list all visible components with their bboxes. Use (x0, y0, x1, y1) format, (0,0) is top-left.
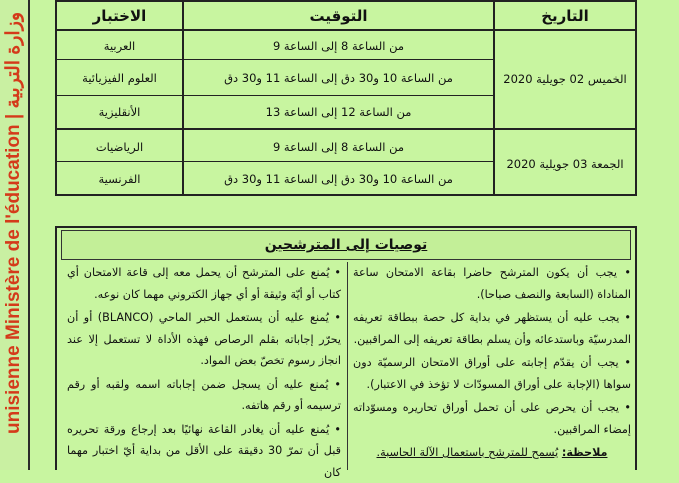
exam-cell: الرياضيات (57, 140, 182, 154)
recommendation-item: • يجب أن يحرص على أن تحمل أوراق تحاريره ومسوّداته إمضاء المراقبين. (353, 397, 631, 440)
exam-cell: العربية (57, 39, 182, 53)
exam-cell: العلوم الفيزيائية (57, 71, 182, 85)
note-text: يُسمح للمترشح باستعمال الآلة الحاسبة. (377, 446, 559, 459)
header-rule (57, 29, 635, 31)
recommendation-item: • يجب عليه أن يستظهر في بداية كل حصة ببطاقة تعريفه المدرسيّة وباستدعائه وأن يسلم بطاقة تعريفه إلى المراقبين. (353, 307, 631, 350)
recommendations-title: توصيات إلى المترشحين (62, 231, 630, 259)
row-rule (57, 59, 493, 60)
recommendation-item: • يُمنع عليه أن يسجل ضمن إجاباته اسمه ولقبه أو رقم ترسيمه أو رقم هاتفه. (67, 374, 341, 417)
time-cell: من الساعة 10 و30 دق إلى الساعة 11 و30 دق (184, 71, 493, 85)
ministry-side-text: unisienne Ministère de l'éducation | وزارة التربية (1, 34, 27, 434)
time-cell: من الساعة 10 و30 دق إلى الساعة 11 و30 دق (184, 172, 493, 186)
column-divider (347, 262, 348, 470)
recommendation-item: • يجب أن يكون المترشح حاضرا بقاعة الامتحان ساعة المناداة (السابعة والنصف صباحا). (353, 262, 631, 305)
recommendation-item: • يجب أن يقدّم إجابته على أوراق الامتحان الرسميّة دون سواها (الإجابة على أوراق المسودّات لا تؤخذ في الاعتبار). (353, 352, 631, 395)
recommendation-item: • يُمنع عليه أن يغادر القاعة نهائيًا بعد إرجاع ورقة تحريره قبل أن تمرّ 30 دقيقة على الأقل من بداية أيّ اختبار مهما كان (67, 419, 341, 483)
header-time: التوقيت (184, 2, 493, 30)
date-day1: الخميس 02 جويلية 2020 (495, 72, 635, 86)
exam-cell: الأنقليزية (57, 105, 182, 119)
row-rule (57, 95, 493, 96)
time-cell: من الساعة 8 إلى الساعة 9 (184, 140, 493, 154)
side-banner (0, 0, 30, 470)
day-rule (57, 128, 635, 130)
recommendation-item: • يُمنع عليه أن يستعمل الحبر الماحي (BLANCO) أو أن يحرّر إجاباته بقلم الرصاص فهذه الأداة لا تستعمل إلا عند انجاز رسوم تخصّ بعض المواد. (67, 307, 341, 372)
recommendations-title-bar (61, 230, 631, 260)
header-exam: الاختبار (57, 2, 182, 30)
time-cell: من الساعة 12 إلى الساعة 13 (184, 105, 493, 119)
note-line (353, 442, 631, 464)
recommendations-right-column (353, 262, 631, 470)
date-day2: الجمعة 03 جويلية 2020 (495, 157, 635, 171)
exam-schedule-table (55, 0, 637, 196)
recommendation-item: • يُمنع على المترشح أن يحمل معه إلى قاعة الامتحان أي كتاب أو أيّة وثيقة أو أي جهاز الكتروني مهما كان نوعه. (67, 262, 341, 305)
header-date: التاريخ (495, 2, 635, 30)
time-cell: من الساعة 8 إلى الساعة 9 (184, 39, 493, 53)
row-rule (57, 161, 493, 162)
note-label: ملاحظة: (562, 446, 608, 459)
recommendations-box (55, 226, 637, 470)
exam-cell: الفرنسية (57, 172, 182, 186)
recommendations-left-column (67, 262, 341, 470)
